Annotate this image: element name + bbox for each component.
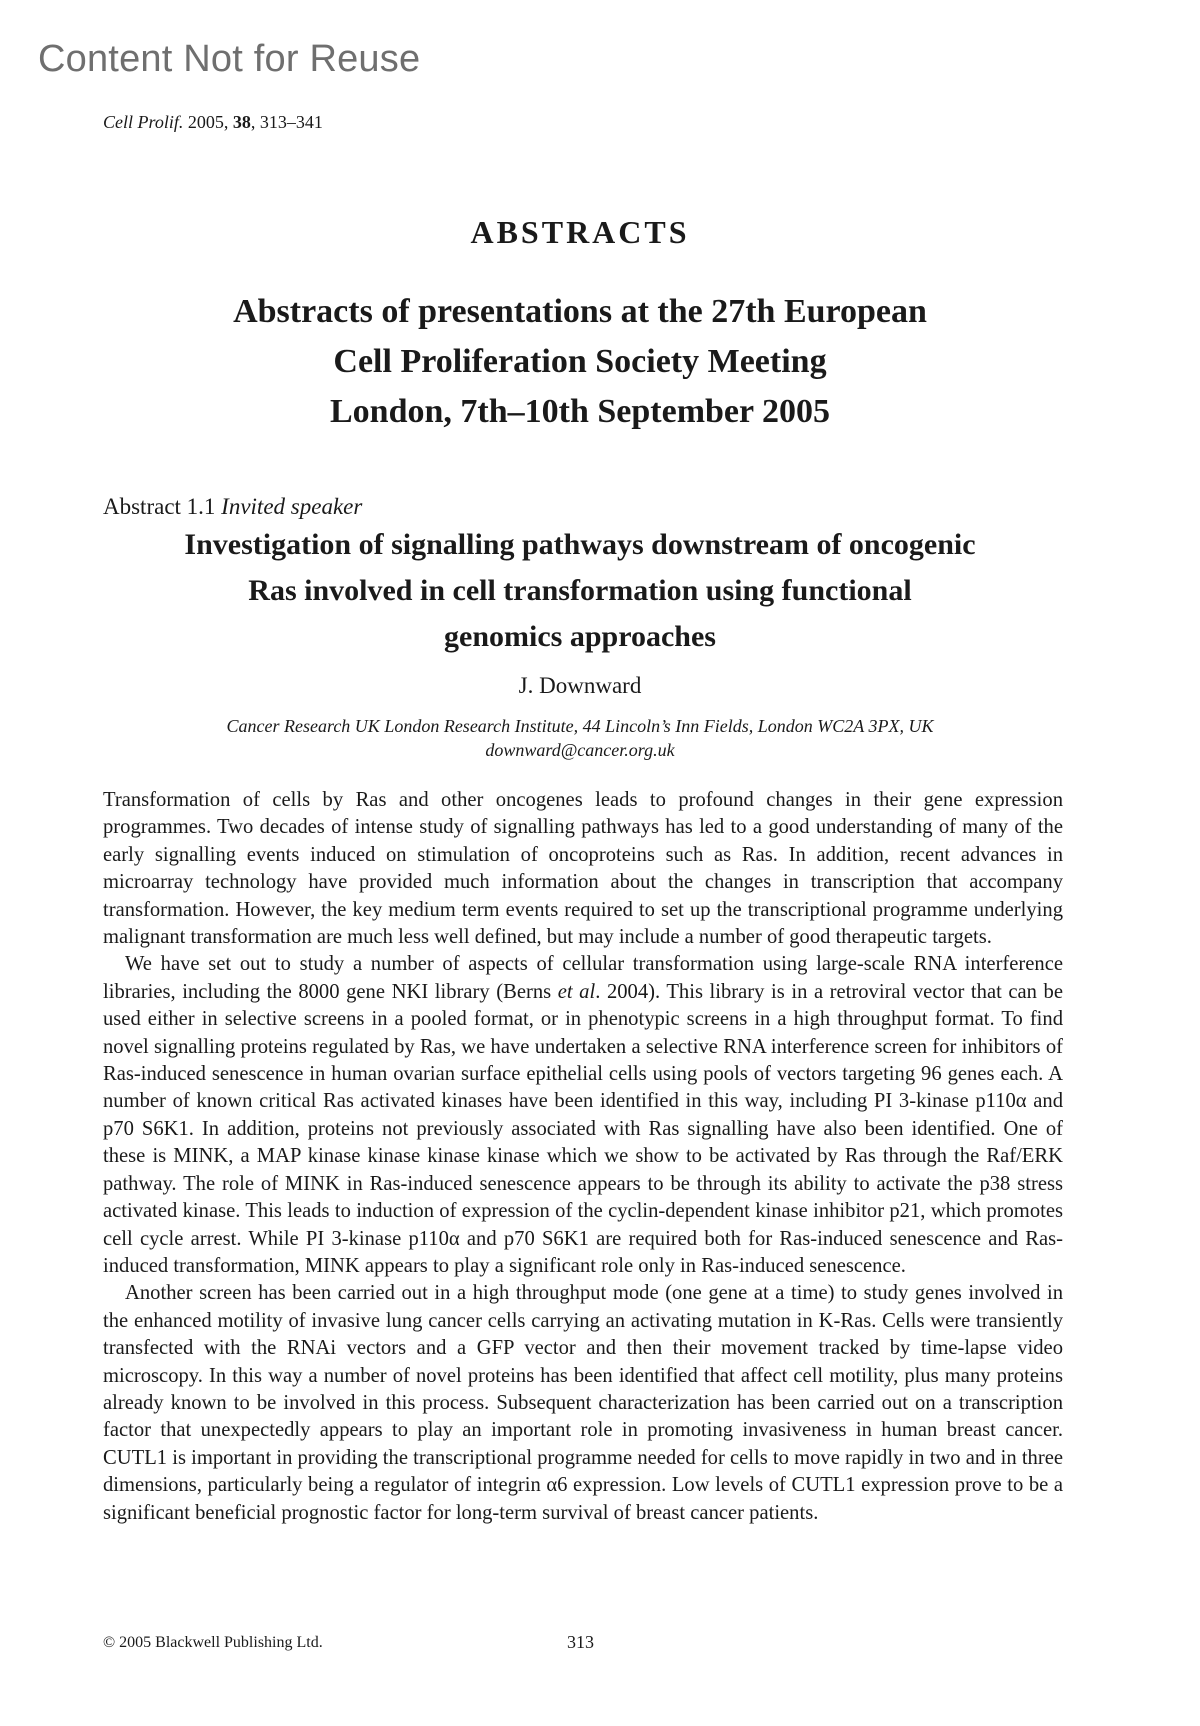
- paragraph-text: . 2004). This library is in a retroviral vector that can be used either in selective screens in a pooled format, or in phenotypic screens in a high throughput format. To find novel signalling proteins regulated by Ras, we have undertaken a selective RNA interference screen for inhibitors of Ras-induced senescence in human ovarian surface epithelial cells using pools of vectors targeting 96 genes each. A number of known critical Ras activated kinases have been identified in this way, including PI 3-kinase p110α and p70 S6K1. In addition, proteins not previously associated with Ras signalling have also been identified. One of these is MINK, a MAP kinase kinase kinase kinase which we show to be activated by Ras through the Raf/ERK pathway. The role of MINK in Ras-induced senescence appears to be through its ability to activate the p38 stress activated kinase. This leads to induction of expression of the cyclin-dependent kinase inhibitor p21, which promotes cell cycle arrest. While PI 3-kinase p110α and p70 S6K1 are required both for Ras-induced senescence and Ras-induced transformation, MINK appears to play a significant role only in Ras-induced senescence.: [103, 980, 1063, 1277]
- abstract-title: [0, 522, 1160, 660]
- body-paragraph: Transformation of cells by Ras and other oncogenes leads to profound changes in their gene expression programmes. Two decades of intense study of signalling pathways has led to a good understanding of many of the early signalling events induced on stimulation of oncoproteins such as Ras. In addition, recent advances in microarray technology have provided much information about the changes in transcription that accompany transformation. However, the key medium term events required to set up the transcriptional programme underlying malignant transformation are much less well defined, but may include a number of good therapeutic targets.: [103, 789, 1063, 949]
- watermark: Content Not for Reuse: [38, 38, 421, 80]
- journal-year: 2005,: [187, 112, 229, 132]
- abstract-note: Invited speaker: [221, 494, 363, 519]
- journal-citation: [103, 112, 323, 133]
- meeting-title-line: London, 7th–10th September 2005: [330, 393, 830, 430]
- paragraph-text: We have set out to study a number of aspects of cellular transformation using large-scale RNA interference libraries, including the 8000 gene NKI library (Berns: [103, 953, 1063, 1003]
- abstract-number: Abstract 1.1: [103, 494, 222, 519]
- abstract-title-line: Ras involved in cell transformation using functional: [248, 574, 912, 607]
- abstract-label: [103, 494, 362, 520]
- affiliation-address: Cancer Research UK London Research Institute, 44 Lincoln’s Inn Fields, London WC2A 3PX, UK: [226, 716, 934, 736]
- meeting-title-line: Cell Proliferation Society Meeting: [333, 343, 827, 380]
- meeting-title: [0, 287, 1160, 437]
- page-number: 313: [567, 1632, 594, 1652]
- meeting-title-line: Abstracts of presentations at the 27th European: [233, 293, 927, 330]
- abstract-title-line: Investigation of signalling pathways downstream of oncogenic: [184, 528, 976, 561]
- author-affiliation: [0, 714, 1160, 762]
- journal-name: Cell Prolif.: [103, 112, 184, 132]
- section-title: ABSTRACTS: [470, 214, 690, 250]
- journal-volume: 38: [232, 112, 251, 132]
- body-paragraph: Another screen has been carried out in a high throughput mode (one gene at a time) to study genes involved in the enhanced motility of invasive lung cancer cells carrying an activating mutation in K-Ras. Cells were transiently transfected with the RNAi vectors and a GFP vector and then their movement tracked by time-lapse video microscopy. In this way a number of novel proteins has been identified that affect cell motility, plus many proteins already known to be involved in this process. Subsequent characterization has been carried out on a transcription factor that unexpectedly appears to play an important role in promoting invasiveness in human breast cancer. CUTL1 is important in providing the transcriptional programme needed for cells to move rapidly in two and in three dimensions, particularly being a regulator of integrin α6 expression. Low levels of CUTL1 expression prove to be a significant beneficial prognostic factor for long-term survival of breast cancer patients.: [103, 1282, 1063, 1524]
- author-email: downward@cancer.org.uk: [485, 740, 675, 760]
- abstract-body: [103, 787, 1063, 1527]
- citation-emphasis: et al: [557, 980, 596, 1003]
- journal-pages: , 313–341: [250, 112, 323, 132]
- footer-copyright: © 2005 Blackwell Publishing Ltd.: [103, 1634, 323, 1651]
- author-name: J. Downward: [518, 673, 642, 698]
- abstract-title-line: genomics approaches: [444, 620, 716, 653]
- body-paragraph: [103, 951, 1063, 1280]
